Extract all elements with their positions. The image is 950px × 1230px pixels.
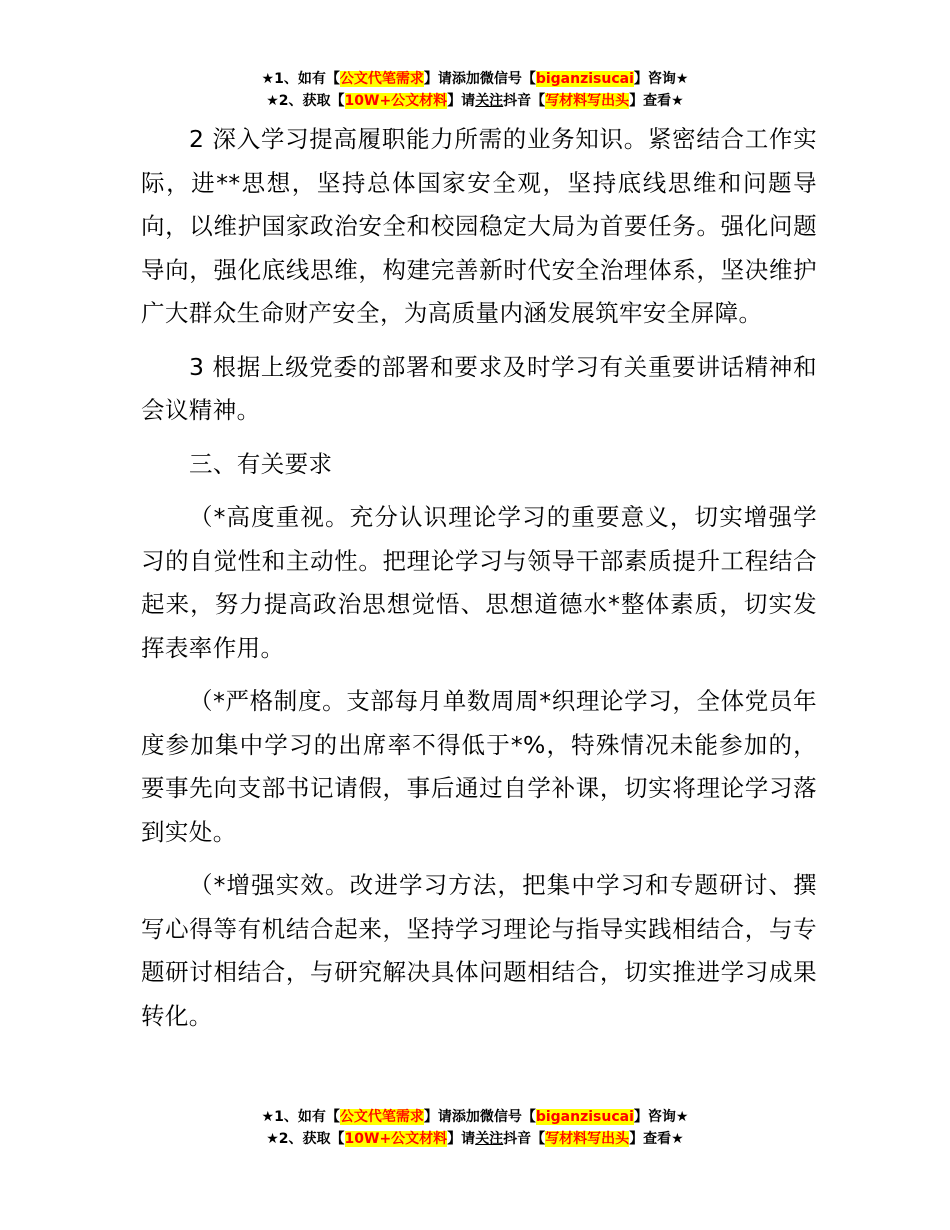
banner-line-1: ★1、如有【公文代笔需求】请添加微信号【biganzisucai】咨询★	[261, 71, 689, 87]
section-heading: 三、有关要求	[189, 449, 333, 478]
wechat-id-highlight: biganzisucai	[535, 71, 634, 87]
paragraph: （*高度重视。充分认识理论学习的重要意义，切实增强学习的自觉性和主动性。把理论学习与领导干部素质提升工程结合起来，努力提高政治思想觉悟、思想道德水*整体素质，切实发挥表率作用。	[141, 503, 817, 662]
banner-underlined-text: 关注	[475, 1131, 504, 1147]
document-body	[141, 118, 817, 1048]
banner-highlight: 写材料写出头	[545, 93, 630, 109]
footer-banner	[0, 1106, 950, 1150]
header-banner	[0, 68, 950, 112]
banner-highlight: 写材料写出头	[545, 1131, 630, 1147]
paragraph: 2 深入学习提高履职能力所需的业务知识。紧密结合工作实际，进**思想，坚持总体国家安全观，坚持底线思维和问题导向，以维护国家政治安全和校园稳定大局为首要任务。强化问题导向，强化底线思维，构建完善新时代安全治理体系，坚决维护广大群众生命财产安全，为高质量内涵发展筑牢安全屏障。	[141, 125, 817, 327]
banner-highlight: 公文代笔需求	[339, 71, 424, 87]
paragraph: （*增强实效。改进学习方法，把集中学习和专题研讨、撰写心得等有机结合起来，坚持学习理论与指导实践相结合，与专题研讨相结合，与研究解决具体问题相结合，切实推进学习成果转化。	[141, 871, 817, 1030]
banner-underlined-text: 关注	[475, 93, 504, 109]
banner-line-1: ★1、如有【公文代笔需求】请添加微信号【biganzisucai】咨询★	[261, 1109, 689, 1125]
banner-highlight: 10W+公文材料	[344, 1131, 448, 1147]
banner-line-2: ★2、获取【10W+公文材料】请关注抖音【写材料写出头】查看★	[266, 93, 684, 109]
banner-highlight: 公文代笔需求	[339, 1109, 424, 1125]
banner-line-2: ★2、获取【10W+公文材料】请关注抖音【写材料写出头】查看★	[266, 1131, 684, 1147]
paragraph: （*严格制度。支部每月单数周周*织理论学习，全体党员年度参加集中学习的出席率不得低于*%，特殊情况未能参加的，要事先向支部书记请假，事后通过自学补课，切实将理论学习落到实处。	[141, 687, 817, 846]
paragraph: 3 根据上级党委的部署和要求及时学习有关重要讲话精神和会议精神。	[141, 352, 817, 424]
banner-highlight: 10W+公文材料	[344, 93, 448, 109]
wechat-id-highlight: biganzisucai	[535, 1109, 634, 1125]
